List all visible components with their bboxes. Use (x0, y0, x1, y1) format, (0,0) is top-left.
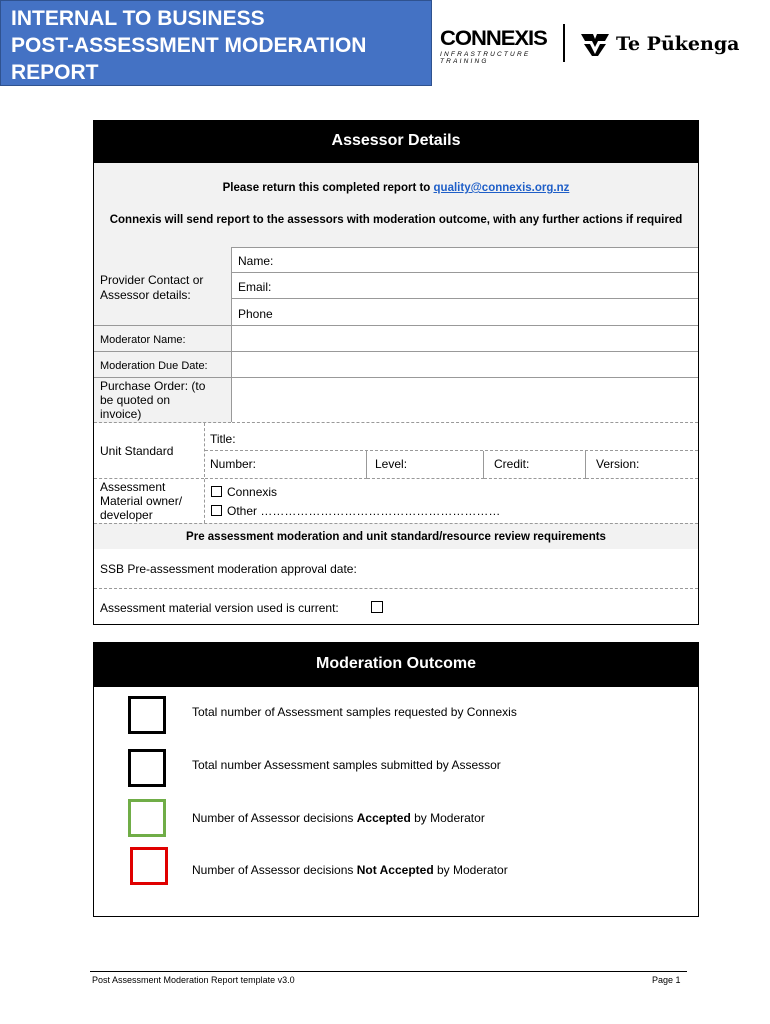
moderation-outcome-heading: Moderation Outcome (94, 643, 698, 687)
footer-page-number: Page 1 (652, 975, 681, 985)
connexis-logo (440, 28, 550, 65)
unit-version-field[interactable] (586, 451, 698, 479)
owner-label: Assessment Material owner/ developer (100, 480, 183, 522)
version-current-label: Assessment material version used is current: (100, 601, 339, 615)
not-accepted-count-box[interactable] (130, 847, 168, 885)
unit-standard-label: Unit Standard (100, 444, 174, 458)
moderator-name-field[interactable] (232, 326, 698, 352)
phone-label: Phone (238, 307, 273, 321)
unit-standard-label-cell (94, 423, 204, 479)
moderator-label-cell (94, 326, 231, 352)
connexis-checkbox[interactable] (211, 486, 222, 497)
email-label: Email: (238, 280, 272, 294)
tepukenga-emblem-icon (580, 32, 610, 56)
return-instruction (94, 182, 698, 194)
connexis-logo-word: CONNEXIS (440, 27, 547, 50)
phone-field[interactable] (232, 299, 698, 326)
unit-credit-label: Credit: (494, 457, 530, 471)
option-connexis-label: Connexis (227, 485, 278, 499)
due-date-field[interactable] (232, 352, 698, 378)
unit-credit-field[interactable] (484, 451, 586, 479)
requested-count-box[interactable] (128, 696, 166, 734)
ssb-approval-label: SSB Pre-assessment moderation approval date: (100, 562, 357, 576)
quality-email-link[interactable]: quality@connexis.org.nz (433, 182, 570, 194)
unit-title-field[interactable] (205, 423, 698, 451)
title-line-2: POST-ASSESSMENT MODERATION (11, 34, 367, 57)
return-text: Please return this completed report to (222, 182, 434, 194)
accepted-count-box[interactable] (128, 799, 166, 837)
provider-label: Provider Contact or Assessor details: (100, 273, 204, 302)
owner-options (205, 479, 698, 523)
due-date-label: Moderation Due Date: (100, 360, 208, 372)
connexis-logo-subtitle: INFRASTRUCTURE TRAINING (440, 51, 531, 65)
title-line-1: INTERNAL TO BUSINESS (11, 7, 265, 30)
option-other-label: Other …………………………………………………… (227, 504, 501, 518)
pre-assessment-heading: Pre assessment moderation and unit standard/resource review requirements (94, 523, 698, 549)
tepukenga-logo-word: Te Pūkenga (616, 33, 740, 55)
option-other[interactable] (211, 504, 500, 518)
accepted-count-label: Number of Assessor decisions Accepted by Moderator (192, 811, 485, 825)
not-accepted-count-label: Number of Assessor decisions Not Accepted by Moderator (192, 863, 508, 877)
unit-number-field[interactable] (205, 451, 367, 479)
footer-template-name: Post Assessment Moderation Report template v3.0 (92, 975, 295, 985)
other-checkbox[interactable] (211, 505, 222, 516)
po-label-cell (94, 378, 231, 423)
submitted-count-box[interactable] (128, 749, 166, 787)
footer-rule (90, 971, 687, 972)
email-field[interactable] (232, 273, 698, 299)
name-field[interactable] (232, 247, 698, 273)
intro-panel (94, 163, 698, 248)
owner-label-cell (94, 479, 204, 523)
title-banner (0, 0, 432, 86)
unit-level-label: Level: (375, 457, 408, 471)
name-label: Name: (238, 254, 274, 268)
po-field[interactable] (232, 378, 698, 423)
version-current-checkbox[interactable] (371, 601, 383, 613)
logo-divider (563, 24, 565, 62)
tepukenga-logo (580, 32, 739, 56)
moderation-outcome-section (93, 642, 699, 917)
version-current-row (94, 589, 698, 624)
send-instruction: Connexis will send report to the assessors with moderation outcome, with any further actions if required (109, 214, 683, 226)
po-label: Purchase Order: (to be quoted on invoice) (100, 379, 206, 421)
unit-title-label: Title: (210, 432, 236, 446)
provider-label-cell (94, 247, 231, 326)
requested-count-label: Total number of Assessment samples requested by Connexis (192, 705, 517, 719)
unit-number-label: Number: (210, 457, 257, 471)
assessor-details-heading: Assessor Details (94, 121, 698, 163)
moderator-label: Moderator Name: (100, 334, 186, 346)
unit-version-label: Version: (596, 457, 640, 471)
title-line-3: REPORT (11, 61, 99, 84)
ssb-approval-field[interactable] (94, 549, 698, 589)
assessor-details-section (93, 120, 699, 625)
submitted-count-label: Total number Assessment samples submitted by Assessor (192, 758, 501, 772)
option-connexis[interactable] (211, 485, 277, 499)
due-date-label-cell (94, 352, 231, 378)
unit-level-field[interactable] (367, 451, 484, 479)
